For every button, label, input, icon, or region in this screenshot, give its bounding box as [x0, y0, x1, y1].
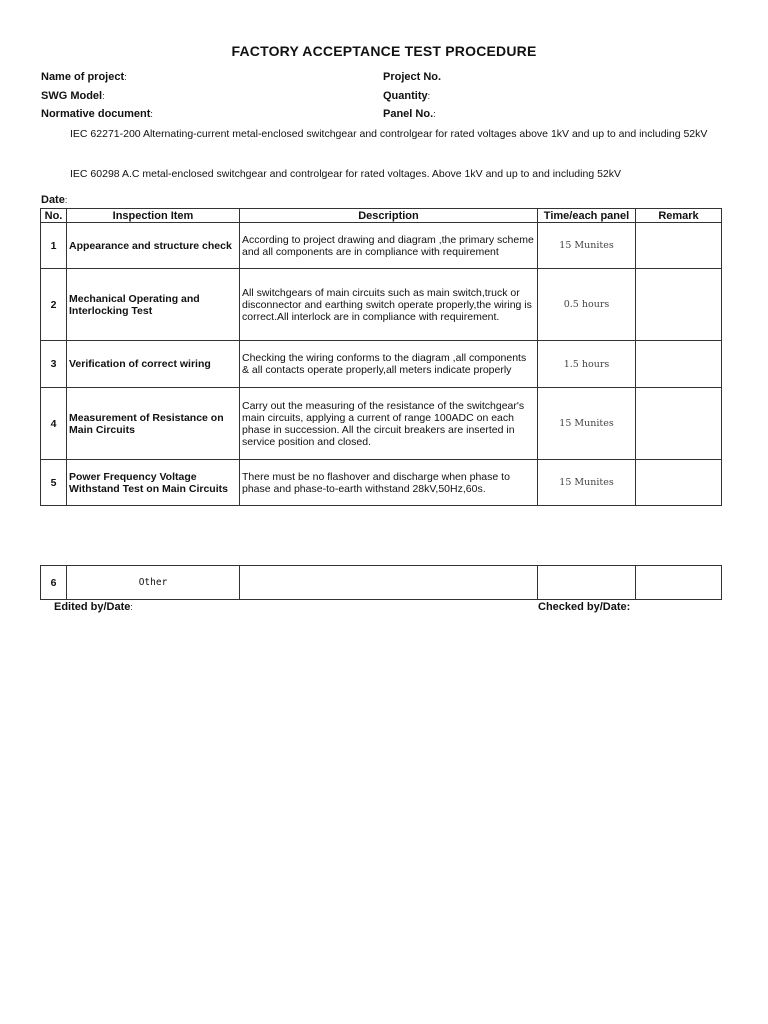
- row-no: 6: [41, 566, 67, 600]
- table-row: [41, 460, 722, 506]
- row-no: 4: [41, 388, 67, 460]
- row-remark[interactable]: [636, 269, 722, 341]
- row-item: Appearance and structure check: [67, 223, 240, 269]
- row-time: 0.5 hours: [538, 269, 636, 341]
- header-remark: Remark: [636, 209, 722, 223]
- header-no: No.: [41, 209, 67, 223]
- table-header-row: [41, 209, 722, 223]
- header-inspection-item: Inspection Item: [67, 209, 240, 223]
- row-time: 15 Munites: [538, 388, 636, 460]
- row-item: Power Frequency Voltage Withstand Test on Main Circuits: [67, 460, 240, 506]
- row-time: 1.5 hours: [538, 341, 636, 388]
- edited-by-label: Edited by/Date:: [54, 601, 133, 613]
- panel-no-label: Panel No.:: [383, 108, 436, 120]
- row-no: 3: [41, 341, 67, 388]
- table-row-other: [41, 566, 722, 600]
- project-no-label: Project No.: [383, 71, 442, 83]
- row-item: Verification of correct wiring: [67, 341, 240, 388]
- standard-iec-62271: IEC 62271-200 Alternating-current metal-enclosed switchgear and controlgear for rated voltages above 1kV and up to and including 52kV: [70, 128, 708, 140]
- row-remark[interactable]: [636, 566, 722, 600]
- row-time[interactable]: [538, 566, 636, 600]
- row-remark[interactable]: [636, 460, 722, 506]
- header-description: Description: [240, 209, 538, 223]
- row-time: 15 Munites: [538, 223, 636, 269]
- other-table: [40, 565, 722, 600]
- row-description: There must be no flashover and discharge when phase to phase and phase-to-earth withstand 28kV,50Hz,60s.: [240, 460, 538, 506]
- row-no: 1: [41, 223, 67, 269]
- row-time: 15 Munites: [538, 460, 636, 506]
- row-description: Carry out the measuring of the resistance of the switchgear's main circuits, applying a current of range 100ADC on each phase in succession. All the circuit breakers are inserted in service position and closed.: [240, 388, 538, 460]
- row-item: Mechanical Operating and Interlocking Test: [67, 269, 240, 341]
- quantity-label: Quantity:: [383, 90, 431, 102]
- table-row: [41, 341, 722, 388]
- table-row: [41, 269, 722, 341]
- row-description: All switchgears of main circuits such as main switch,truck or disconnector and earthing switch operate properly,the wiring is correct.All interlock are in compliance with requirement.: [240, 269, 538, 341]
- checked-by-label: Checked by/Date:: [538, 601, 631, 613]
- project-name-label: Name of project:: [41, 71, 127, 83]
- row-description: Checking the wiring conforms to the diagram ,all components & all contacts operate properly,all meters indicate properly: [240, 341, 538, 388]
- row-no: 5: [41, 460, 67, 506]
- date-label: Date:: [41, 194, 68, 206]
- row-item: Measurement of Resistance on Main Circuits: [67, 388, 240, 460]
- row-no: 2: [41, 269, 67, 341]
- header-time: Time/each panel: [538, 209, 636, 223]
- table-row: [41, 388, 722, 460]
- row-remark[interactable]: [636, 341, 722, 388]
- inspection-table: [40, 208, 722, 506]
- standard-iec-60298: IEC 60298 A.C metal-enclosed switchgear and controlgear for rated voltages. Above 1kV and up to and including 52kV: [70, 168, 622, 180]
- row-remark[interactable]: [636, 388, 722, 460]
- row-item: Other: [67, 566, 240, 600]
- document-title: FACTORY ACCEPTANCE TEST PROCEDURE: [231, 43, 537, 59]
- swg-model-label: SWG Model:: [41, 90, 105, 102]
- table-row: [41, 223, 722, 269]
- row-remark[interactable]: [636, 223, 722, 269]
- row-description: According to project drawing and diagram ,the primary scheme and all components are in compliance with requirement: [240, 223, 538, 269]
- normative-document-label: Normative document:: [41, 108, 153, 120]
- row-description[interactable]: [240, 566, 538, 600]
